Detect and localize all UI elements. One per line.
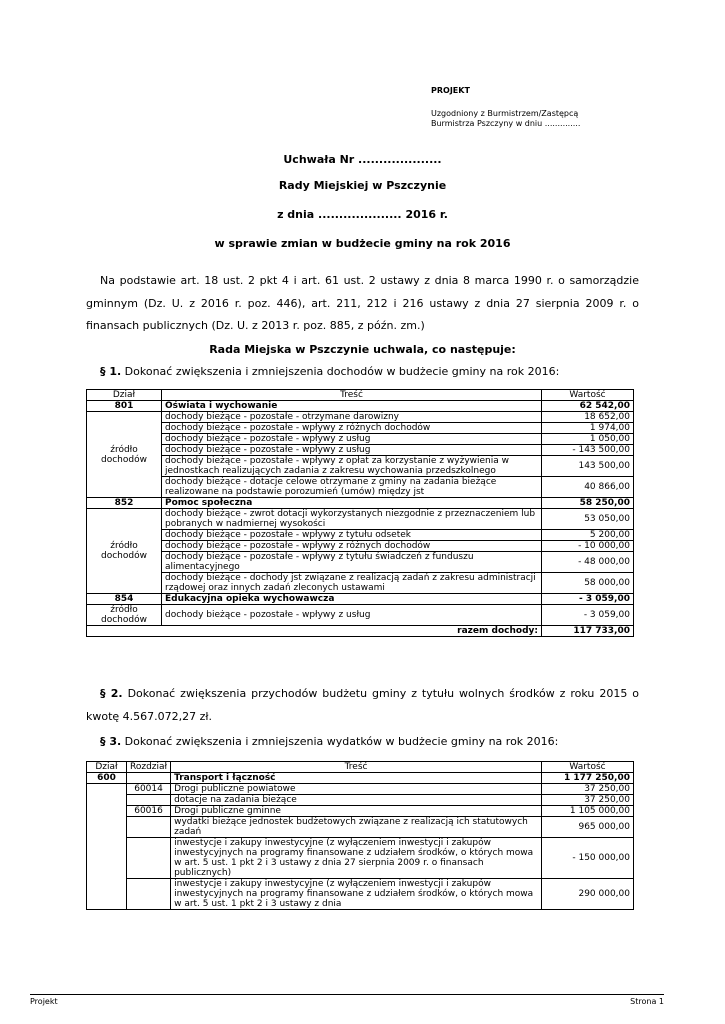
income-table [86,389,634,637]
table-row: inwestycje i zakupy inwestycyjne (z wyłączeniem inwestycji i zakupów inwestycyjnych na programy finansowane z udziałem środków, o których mowa w art. 5 ust. 1 pkt 2 i 3 ustawy z dnia 27 sierpnia 2009 r. o finansach publicznych) - 150 000,00 [87,838,634,879]
total-label: razem dochody: [87,626,542,637]
table-row: dochody bieżące - pozostałe - wpływy z różnych dochodów - 10 000,00 [87,541,634,552]
total-value: 117 733,00 [542,626,634,637]
income-total-row [87,626,634,637]
col-header-tresc: Treść [162,390,542,401]
footer-left: Projekt [30,997,58,1006]
section-2 [86,683,639,728]
section-2-text: Dokonać zwiększenia przychodów budżetu gminy z tytułu wolnych środków z roku 2015 o kwotę 4.567.072,27 zł. [86,687,639,723]
table-row: dochody bieżące - dotacje celowe otrzymane z gminy na zadania bieżące realizowane na podstawie porozumień (umów) między jst 40 866,00 [87,477,634,498]
table-row: 60016 Drogi publiczne gminne 1 105 000,00 [87,806,634,817]
resolution-number: Uchwała Nr .................... [283,153,442,166]
section-3-label: § 3. [100,735,122,748]
source-label: źródło dochodów [87,509,162,594]
table-row: źródło dochodów dochody bieżące - pozostałe - otrzymane darowizny 18 652,00 [87,412,634,423]
resolution-date: z dnia .................... 2016 r. [277,208,448,221]
table-row: źródło dochodów dochody bieżące - zwrot dotacji wykorzystanych niezgodnie z przeznaczeniem lub pobranych w nadmiernej wysokości 53 050,00 [87,509,634,530]
table-row: wydatki bieżące jednostek budżetowych związane z realizacją ich statutowych zadań 965 000,00 [87,817,634,838]
col-header-dzial: Dział [87,762,127,773]
project-label: PROJEKT [431,86,470,95]
table-row: źródło dochodów dochody bieżące - pozostałe - wpływy z usług - 3 059,00 [87,605,634,626]
table-row: 60014 Drogi publiczne powiatowe 37 250,00 [87,784,634,795]
division-801-row: 801 Oświata i wychowanie 62 542,00 [87,401,634,412]
table-row: dochody bieżące - pozostałe - wpływy z usług 1 050,00 [87,434,634,445]
col-header-dzial: Dział [87,390,162,401]
resolves-line: Rada Miejska w Pszczynie uchwala, co następuje: [209,343,516,356]
source-label: źródło dochodów [87,412,162,498]
approval-line-1: Uzgodniony z Burmistrzem/Zastępcą [431,109,579,118]
footer-divider [30,994,664,995]
col-header-tresc: Treść [171,762,542,773]
approval-line-2: Burmistrza Pszczyny w dniu .............. [431,119,581,128]
section-3 [100,735,558,748]
resolution-subject: w sprawie zmian w budżecie gminy na rok 2016 [214,237,511,250]
section-3-text: Dokonać zwiększenia i zmniejszenia wydatków w budżecie gminy na rok 2016: [124,735,559,748]
section-1 [100,365,559,378]
table-row: dochody bieżące - pozostałe - wpływy z tytułu odsetek 5 200,00 [87,530,634,541]
section-1-text: Dokonać zwiększenia i zmniejszenia dochodów w budżecie gminy na rok 2016: [124,365,560,378]
footer-page-number: Strona 1 [630,997,664,1006]
section-2-label: § 2. [100,687,123,700]
table-row: dotacje na zadania bieżące 37 250,00 [87,795,634,806]
table-row: inwestycje i zakupy inwestycyjne (z wyłączeniem inwestycji i zakupów inwestycyjnych na programy finansowane z udziałem środków, o których mowa w art. 5 ust. 1 pkt 2 i 3 ustawy z dnia 290 000,00 [87,879,634,910]
table-row: dochody bieżące - dochody jst związane z realizacją zadań z zakresu administracji rządowej oraz innych zadań zleconych ustawami 58 000,00 [87,573,634,594]
table-row: dochody bieżące - pozostałe - wpływy z usług - 143 500,00 [87,445,634,456]
preamble: Na podstawie art. 18 ust. 2 pkt 4 i art. 61 ust. 2 ustawy z dnia 8 marca 1990 r. o samorządzie gminnym (Dz. U. z 2016 r. poz. 446), art. 211, 212 i 216 ustawy z dnia 27 sierpnia 2009 r. o finansach publicznych (Dz. U. z 2013 r. poz. 885, z późn. zm.) [86,274,639,332]
division-854-row: 854 Edukacyjna opieka wychowawcza - 3 059,00 [87,594,634,605]
source-label: źródło dochodów [87,605,162,626]
council-name: Rady Miejskiej w Pszczynie [278,179,447,192]
table-row: dochody bieżące - pozostałe - wpływy z różnych dochodów 1 974,00 [87,423,634,434]
col-header-wartosc: Wartość [542,762,634,773]
section-1-label: § 1. [100,365,122,378]
table-row: dochody bieżące - pozostałe - wpływy z tytułu świadczeń z funduszu alimentacyjnego - 48 000,00 [87,552,634,573]
division-852-row: 852 Pomoc społeczna 58 250,00 [87,498,634,509]
expenditure-table [86,761,634,910]
approval-header [431,86,580,129]
col-header-wartosc: Wartość [542,390,634,401]
division-600-row: 600 Transport i łączność 1 177 250,00 [87,773,634,784]
table-row: dochody bieżące - pozostałe - wpływy z opłat za korzystanie z wyżywienia w jednostkach realizujących zadania z zakresu wychowania przedszkolnego 143 500,00 [87,456,634,477]
col-header-rozdzial: Rozdział [127,762,171,773]
